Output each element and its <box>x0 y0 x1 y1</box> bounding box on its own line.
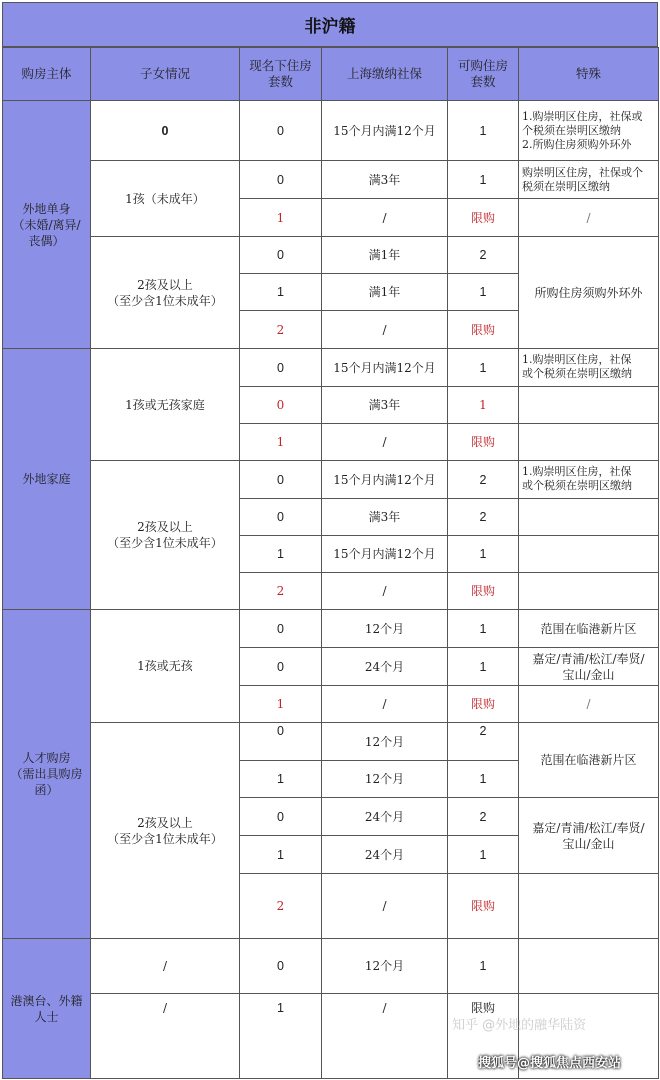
buyable-cell: 限购 <box>448 199 519 237</box>
buyable-cell: 1 <box>448 101 519 161</box>
special-cell <box>519 499 659 536</box>
buyable-cell: 限购 <box>448 573 519 610</box>
children-cell: / <box>91 994 240 1079</box>
special-cell: / <box>519 199 659 237</box>
social-security-cell: 24个月 <box>322 798 448 836</box>
table-row <box>3 161 659 199</box>
buyable-cell: 1 <box>448 387 519 424</box>
special-cell: 嘉定/青浦/松江/奉贤/ 宝山/金山 <box>519 798 659 874</box>
group-family: 外地家庭 <box>3 349 91 610</box>
children-cell: 1孩（未成年） <box>91 161 240 237</box>
buyable-cell: 限购 <box>448 311 519 349</box>
header-owned-count: 现名下住房 套数 <box>240 48 322 101</box>
social-security-cell: / <box>322 573 448 610</box>
zhihu-watermark: 知乎 @外地的融华陆资 <box>452 1018 587 1033</box>
social-security-cell: 满1年 <box>322 237 448 274</box>
owned-cell: 1 <box>240 536 322 573</box>
special-cell: 购崇明区住房，社保或个 税须在崇明区缴纳 <box>519 161 659 199</box>
header-row <box>3 48 659 101</box>
social-security-cell: / <box>322 874 448 939</box>
group-talent: 人才购房 （需出具购房 函） <box>3 610 91 939</box>
owned-cell: 1 <box>240 761 322 798</box>
children-cell: 1孩或无孩家庭 <box>91 349 240 461</box>
special-cell <box>519 387 659 424</box>
buyable-cell: 限购 <box>448 686 519 723</box>
owned-cell: 0 <box>240 237 322 274</box>
social-security-cell: 12个月 <box>322 610 448 648</box>
buyable-cell: 2 <box>448 461 519 499</box>
owned-cell: 1 <box>240 274 322 311</box>
special-cell <box>519 874 659 939</box>
children-cell: 0 <box>91 101 240 161</box>
buyable-cell: 1 <box>448 536 519 573</box>
social-security-cell: 满1年 <box>322 274 448 311</box>
owned-cell: 0 <box>240 101 322 161</box>
social-security-cell: 12个月 <box>322 939 448 994</box>
special-cell: 范围在临港新片区 <box>519 610 659 648</box>
buyable-cell: 2 <box>448 798 519 836</box>
table-row <box>3 349 659 387</box>
header-social-security: 上海缴纳社保 <box>322 48 448 101</box>
special-cell: 1.购崇明区住房，社保 或个税须在崇明区缴纳 <box>519 349 659 387</box>
owned-cell: 0 <box>240 648 322 686</box>
buyable-cell: 1 <box>448 648 519 686</box>
table-title: 非沪籍 <box>2 2 658 47</box>
special-cell: / <box>519 686 659 723</box>
owned-cell: 2 <box>240 874 322 939</box>
buyable-cell: 2 <box>448 237 519 274</box>
children-cell: / <box>91 939 240 994</box>
purchase-eligibility-table <box>2 47 659 1079</box>
special-cell <box>519 939 659 994</box>
special-cell: 嘉定/青浦/松江/奉贤/ 宝山/金山 <box>519 648 659 686</box>
sohu-watermark: 搜狐号@搜狐焦点西安站 <box>478 1056 622 1071</box>
buyable-cell: 限购 <box>448 874 519 939</box>
special-cell <box>519 424 659 461</box>
header-buyer: 购房主体 <box>3 48 91 101</box>
header-buyable-count: 可购住房 套数 <box>448 48 519 101</box>
table-row <box>3 237 659 274</box>
social-security-cell: 12个月 <box>322 761 448 798</box>
social-security-cell: / <box>322 199 448 237</box>
buyable-cell: 限购 <box>448 424 519 461</box>
owned-cell: 2 <box>240 573 322 610</box>
special-cell: 范围在临港新片区 <box>519 723 659 798</box>
buyable-cell: 限购 <box>448 994 519 1079</box>
owned-cell: 1 <box>240 199 322 237</box>
header-children: 子女情况 <box>91 48 240 101</box>
social-security-cell: 满3年 <box>322 387 448 424</box>
social-security-cell: / <box>322 424 448 461</box>
owned-cell: 1 <box>240 424 322 461</box>
owned-cell: 0 <box>240 610 322 648</box>
owned-cell: 0 <box>240 723 322 761</box>
owned-cell: 0 <box>240 461 322 499</box>
buyable-cell: 2 <box>448 499 519 536</box>
social-security-cell: 24个月 <box>322 648 448 686</box>
special-cell: 所购住房须购外环外 <box>519 237 659 349</box>
owned-cell: 0 <box>240 349 322 387</box>
owned-cell: 0 <box>240 387 322 424</box>
buyable-cell: 2 <box>448 723 519 761</box>
owned-cell: 1 <box>240 686 322 723</box>
social-security-cell: 15个月内满12个月 <box>322 349 448 387</box>
children-cell: 2孩及以上 （至少含1位未成年） <box>91 237 240 349</box>
buyable-cell: 1 <box>448 349 519 387</box>
social-security-cell: 15个月内满12个月 <box>322 101 448 161</box>
special-cell: 1.购崇明区住房，社保或 个税须在崇明区缴纳 2.所购住房须购外环外 <box>519 101 659 161</box>
social-security-cell: / <box>322 686 448 723</box>
group-foreign: 港澳台、外籍 人士 <box>3 939 91 1079</box>
table-row <box>3 939 659 994</box>
buyable-cell: 1 <box>448 761 519 798</box>
buyable-cell: 1 <box>448 610 519 648</box>
owned-cell: 0 <box>240 499 322 536</box>
buyable-cell: 1 <box>448 836 519 874</box>
social-security-cell: 满3年 <box>322 161 448 199</box>
buyable-cell: 1 <box>448 939 519 994</box>
special-cell <box>519 573 659 610</box>
special-cell <box>519 536 659 573</box>
social-security-cell: / <box>322 994 448 1079</box>
social-security-cell: 24个月 <box>322 836 448 874</box>
owned-cell: 1 <box>240 836 322 874</box>
group-single: 外地单身 （未婚/离异/ 丧偶） <box>3 101 91 349</box>
children-cell: 2孩及以上 （至少含1位未成年） <box>91 461 240 610</box>
table-row <box>3 610 659 648</box>
buyable-cell: 1 <box>448 274 519 311</box>
owned-cell: 0 <box>240 939 322 994</box>
children-cell: 2孩及以上 （至少含1位未成年） <box>91 723 240 939</box>
social-security-cell: / <box>322 311 448 349</box>
social-security-cell: 满3年 <box>322 499 448 536</box>
header-special: 特殊 <box>519 48 659 101</box>
owned-cell: 0 <box>240 798 322 836</box>
special-cell: 1.购崇明区住房，社保 或个税须在崇明区缴纳 <box>519 461 659 499</box>
owned-cell: 2 <box>240 311 322 349</box>
table-row <box>3 101 659 161</box>
owned-cell: 0 <box>240 161 322 199</box>
children-cell: 1孩或无孩 <box>91 610 240 723</box>
table-row <box>3 461 659 499</box>
social-security-cell: 15个月内满12个月 <box>322 536 448 573</box>
table-row <box>3 723 659 761</box>
social-security-cell: 15个月内满12个月 <box>322 461 448 499</box>
social-security-cell: 12个月 <box>322 723 448 761</box>
owned-cell: 1 <box>240 994 322 1079</box>
buyable-cell: 1 <box>448 161 519 199</box>
